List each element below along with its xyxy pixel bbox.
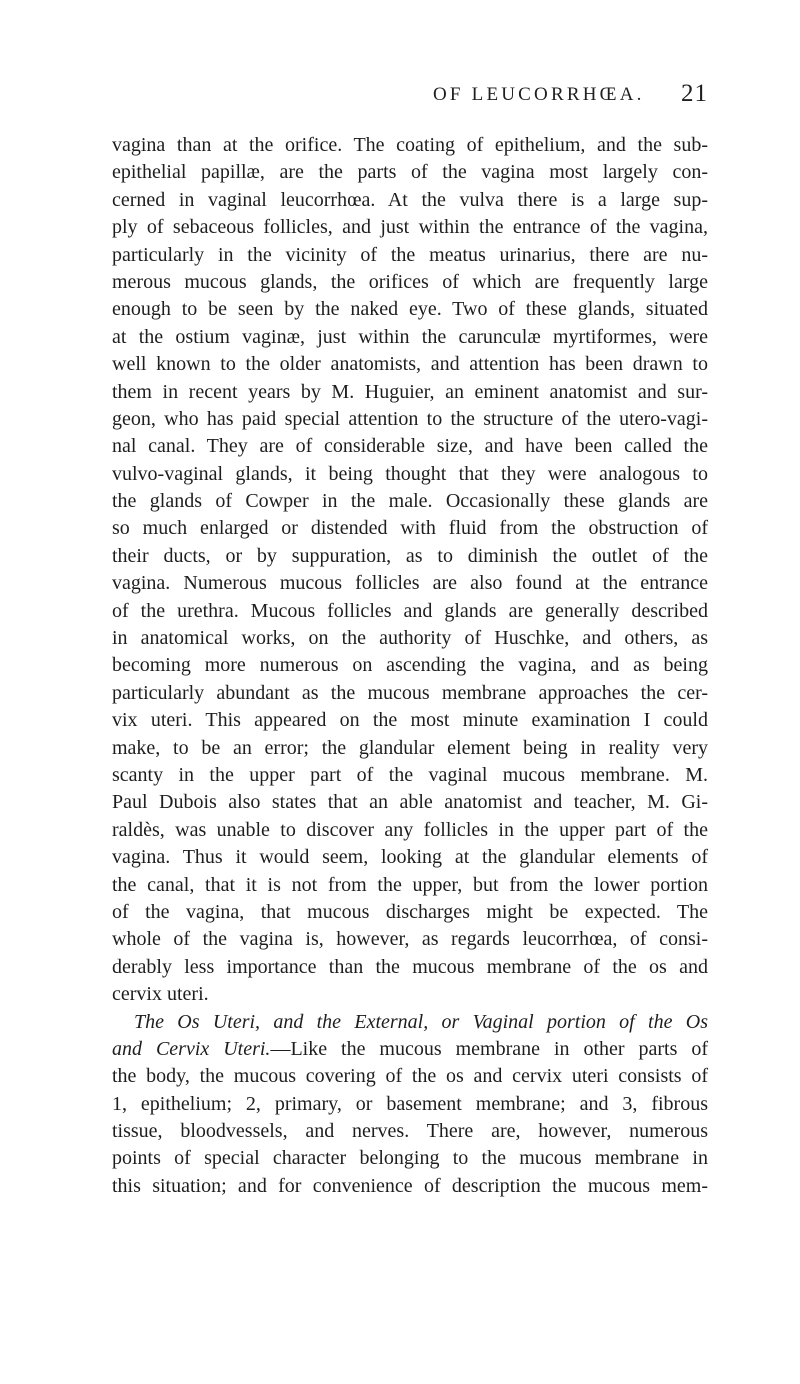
text-line: particularly in the vicinity of the meatus urinarius, there are nu- [112, 243, 708, 266]
text-line: cervix uteri. [112, 983, 209, 1006]
text-line: merous mucous glands, the orifices of which are frequently large [112, 270, 708, 293]
text-line: particularly abundant as the mucous membrane approaches the cer- [112, 681, 708, 704]
text-line-rest: —Like the mucous membrane in other parts of [270, 1037, 708, 1060]
page-number: 21 [681, 80, 708, 107]
text-line: whole of the vagina is, however, as regards leucorrhœa, of consi- [112, 928, 708, 951]
text-line: well known to the older anatomists, and attention has been drawn to [112, 353, 708, 376]
text-line [112, 1036, 708, 1063]
text-line: the glands of Cowper in the male. Occasionally these glands are [112, 490, 708, 513]
text-line: tissue, bloodvessels, and nerves. There are, however, numerous [112, 1120, 708, 1143]
text-line: nal canal. They are of considerable size, and have been called the [112, 435, 708, 458]
text-line: vulvo-vaginal glands, it being thought that they were analogous to [112, 462, 708, 485]
text-line: cerned in vaginal leucorrhœa. At the vulva there is a large sup- [112, 188, 708, 211]
text-line: of the vagina, that mucous discharges might be expected. The [112, 900, 708, 923]
text-line: derably less importance than the mucous membrane of the os and [112, 955, 708, 978]
text-line: points of special character belonging to the mucous membrane in [112, 1147, 708, 1170]
text-line: raldès, was unable to discover any follicles in the upper part of the [112, 818, 708, 841]
text-line: geon, who has paid special attention to the structure of the utero-vagi- [112, 407, 708, 430]
section-heading-line [112, 1009, 708, 1036]
text-line: the canal, that it is not from the upper, but from the lower portion [112, 873, 708, 896]
paragraph-1 [112, 132, 708, 1009]
text-line: at the ostium vaginæ, just within the carunculæ myrtiformes, were [112, 325, 708, 348]
text-line: vagina. Numerous mucous follicles are also found at the entrance [112, 572, 708, 595]
page-body [112, 132, 708, 1200]
text-line: 1, epithelium; 2, primary, or basement membrane; and 3, fibrous [112, 1092, 708, 1115]
text-line: the body, the mucous covering of the os and cervix uteri consists of [112, 1065, 708, 1088]
text-line: of the urethra. Mucous follicles and glands are generally described [112, 599, 708, 622]
text-line: epithelial papillæ, are the parts of the vagina most largely con- [112, 161, 708, 184]
text-line: Paul Dubois also states that an able anatomist and teacher, M. Gi- [112, 791, 708, 814]
section-heading-continued: and Cervix Uteri. [112, 1037, 271, 1060]
text-line: becoming more numerous on ascending the vagina, and as being [112, 654, 708, 677]
paragraph-2 [112, 1009, 708, 1201]
text-line: vagina. Thus it would seem, looking at the glandular elements of [112, 846, 708, 869]
text-line: vagina than at the orifice. The coating of epithelium, and the sub- [112, 134, 708, 156]
text-line: ply of sebaceous follicles, and just within the entrance of the vagina, [112, 216, 708, 239]
section-heading: The Os Uteri, and the External, or Vaginal portion of the Os [134, 1010, 708, 1033]
text-line: their ducts, or by suppuration, as to diminish the outlet of the [112, 544, 708, 567]
text-line: vix uteri. This appeared on the most minute examination I could [112, 709, 708, 732]
running-head: OF LEUCORRHŒA. [433, 84, 645, 105]
text-line: make, to be an error; the glandular element being in reality very [112, 736, 708, 759]
page-header [0, 80, 800, 114]
text-line: in anatomical works, on the authority of Huschke, and others, as [112, 627, 708, 650]
text-line: so much enlarged or distended with fluid from the obstruction of [112, 517, 708, 540]
text-line: this situation; and for convenience of description the mucous mem- [112, 1174, 708, 1197]
text-line: enough to be seen by the naked eye. Two of these glands, situated [112, 298, 708, 321]
text-line: them in recent years by M. Huguier, an eminent anatomist and sur- [112, 380, 708, 403]
text-line: scanty in the upper part of the vaginal mucous membrane. M. [112, 763, 708, 786]
